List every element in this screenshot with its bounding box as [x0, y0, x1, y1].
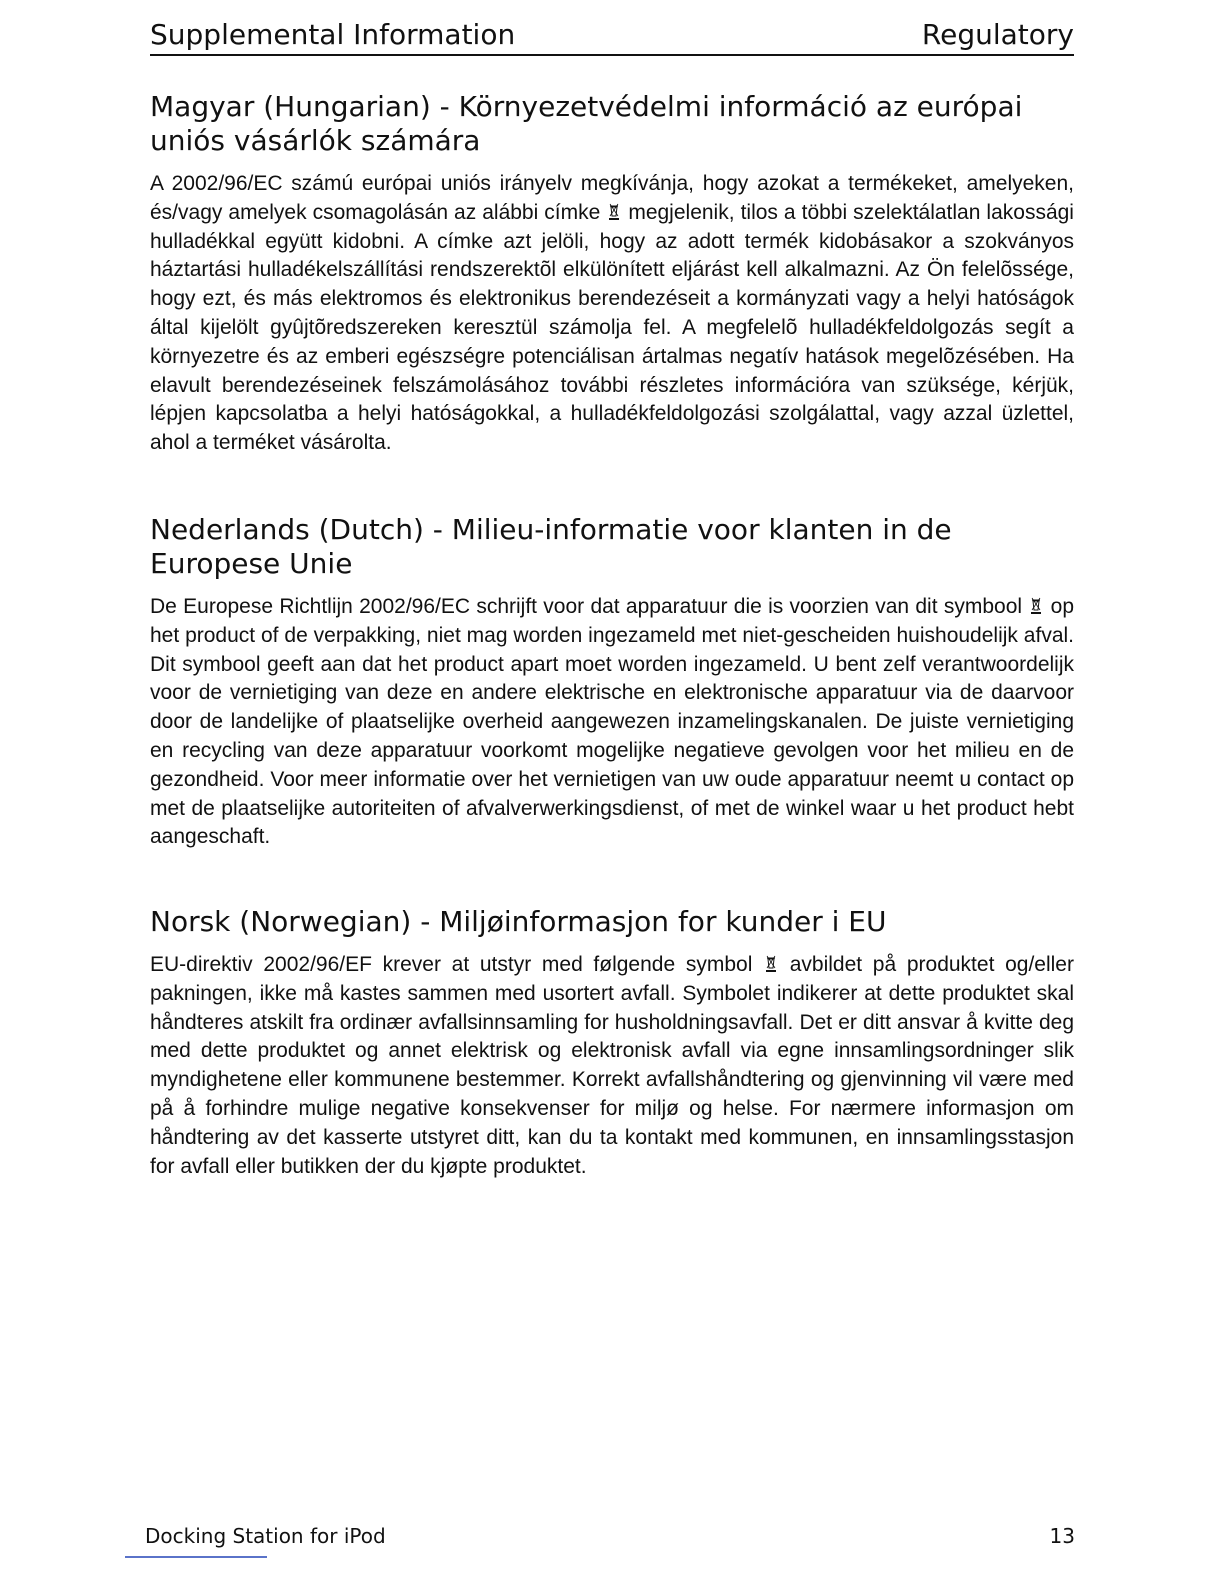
section-hungarian: [150, 90, 1074, 458]
page-header: [150, 18, 1074, 56]
header-section-title: Supplemental Information: [150, 18, 516, 51]
section-title: Nederlands (Dutch) - Milieu-informatie voor klanten in de Europese Unie: [150, 513, 952, 580]
section-body: [150, 593, 1074, 852]
footer-link-underline: [125, 1556, 267, 1558]
footer-product-name: Docking Station for iPod: [145, 1524, 386, 1548]
weee-bin-icon: [1030, 595, 1042, 615]
header-category: Regulatory: [921, 18, 1074, 51]
page-footer: [145, 1524, 1075, 1554]
section-title: Norsk (Norwegian) - Miljøinformasjon for kunder i EU: [150, 905, 887, 938]
section-body: [150, 170, 1074, 458]
body-text: op het product of de verpakking, niet mag worden ingezameld met niet-gescheiden huishoudelijk afval. Dit symbool geeft aan dat het product apart moet worden ingezameld. U bent zelf verantwoordelijk voor de vernietiging van deze en andere elektrische en elektronische apparatuur via de daarvoor door de landelijke of plaatselijke overheid aangewezen inzamelingskanalen. De juiste vernietiging en recycling van deze apparatuur voorkomt mogelijke negatieve gevolgen voor het milieu en de gezondheid. Voor meer informatie over het vernietigen van uw oude apparatuur neemt u contact op met de plaatselijke autoriteiten of afvalverwerkingsdienst, of met de winkel waar u het product hebt aangeschaft.: [150, 595, 1074, 849]
page-number: 13: [1049, 1524, 1075, 1548]
section-body: [150, 951, 1074, 1181]
body-text: megjelenik, tilos a többi szelektálatlan lakossági hulladékkal együtt kidobni. A címke azt jelöli, hogy az adott termék kidobásakor a szokványos háztartási hulladékelszállítási rendszerektõl elkülönített eljárást kell alkalmazni. Az Ön felelõssége, hogy ezt, és más elektromos és elektronikus berendezéseit a kormányzati vagy a helyi hatóságok által kijelölt gyûjtõredszereken keresztül számolja fel. A megfelelõ hulladékfeldolgozás segít a környezetre és az emberi egészségre potenciálisan ártalmas negatív hatások megelõzésében. Ha elavult berendezéseinek felszámolásához további részletes információra van szüksége, kérjük, lépjen kapcsolatba a helyi hatóságokkal, a hulladékfeldolgozási szolgálattal, vagy azzal üzlettel, ahol a terméket vásárolta.: [150, 200, 1074, 455]
body-text: De Europese Richtlijn 2002/96/EC schrijft voor dat apparatuur die is voorzien van dit symbool: [150, 595, 1023, 618]
section-dutch: [150, 513, 1074, 852]
section-title: Magyar (Hungarian) - Környezetvédelmi információ az európai uniós vásárlók számára: [150, 90, 1023, 157]
weee-bin-icon: [608, 201, 620, 221]
body-text: avbildet på produktet og/eller pakningen, ikke må kastes sammen med usortert avfall. Symbolet indikerer at dette produktet skal håndteres atskilt fra ordinær avfallsinnsamling for husholdningsavfall. Det er ditt ansvar å kvitte deg med dette produktet og annet elektrisk og elektronisk avfall via egne innsamlingsordninger slik myndighetene eller kommunene bestemmer. Korrekt avfallshåndtering og gjenvinning vil være med på å forhindre mulige negative konsekvenser for miljø og helse. For nærmere informasjon om håndtering av det kasserte utstyret ditt, kan du ta kontakt med kommunen, en innsamlingsstasjon for avfall eller butikken der du kjøpte produktet.: [150, 953, 1074, 1178]
body-text: A 2002/96/EC számú európai uniós irányelv megkívánja, hogy azokat a termékeket, amelyeken, és/vagy amelyek csomagolásán az alábbi címke: [150, 172, 1074, 224]
body-text: EU-direktiv 2002/96/EF krever at utstyr med følgende symbol: [150, 953, 753, 976]
section-norwegian: [150, 905, 1074, 1181]
weee-bin-icon: [765, 953, 777, 973]
